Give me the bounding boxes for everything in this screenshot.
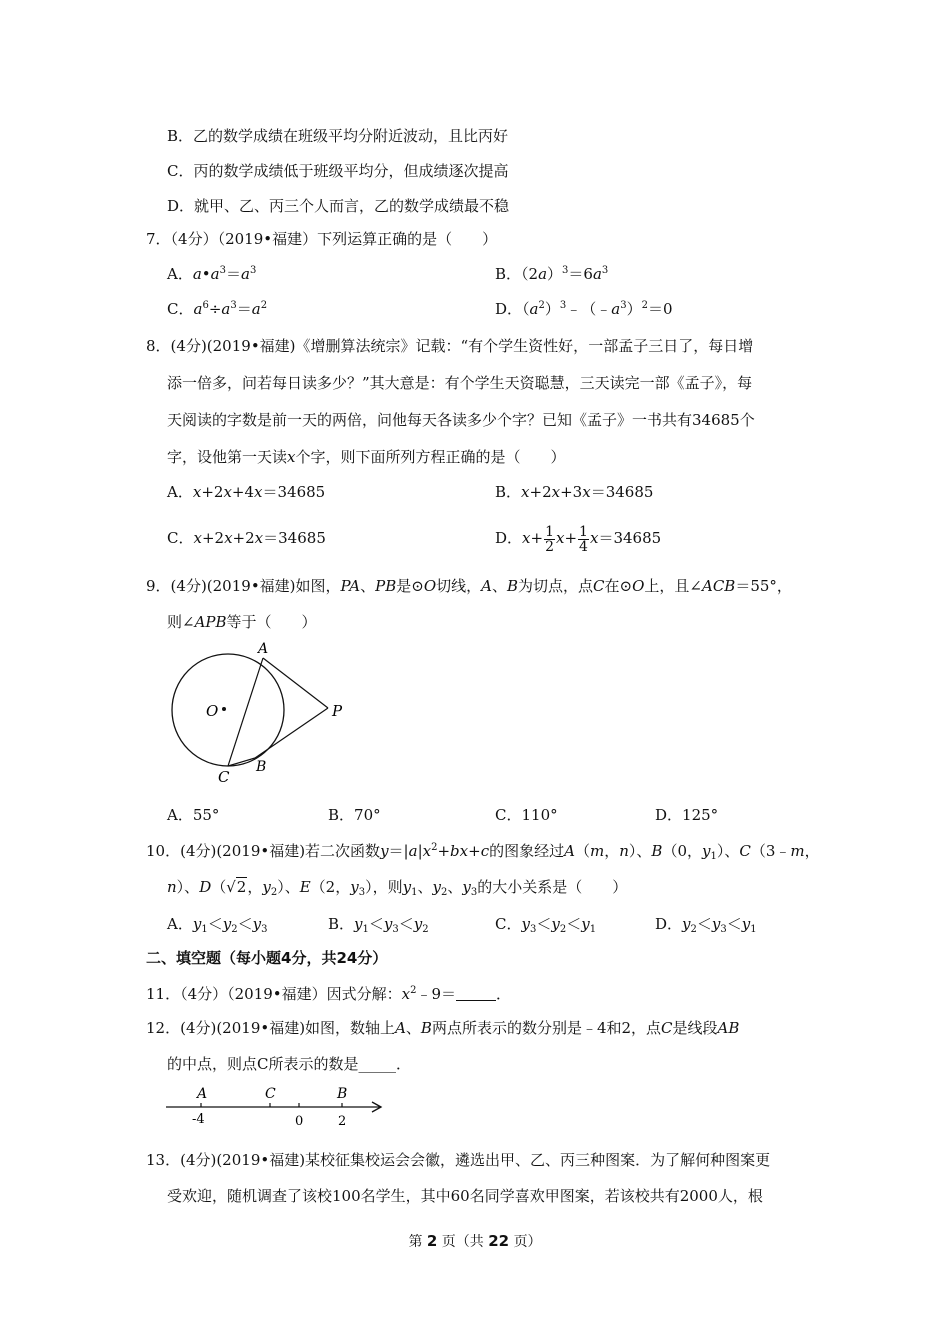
q10-option-b-label: B． <box>328 915 355 933</box>
q7-stem: 7．（4分）（2019•福建）下列运算正确的是（ ） <box>146 230 498 248</box>
q7-option-d: D．$(a^2)^3﹣(﹣a^3)^2=0$ <box>495 300 673 318</box>
nl-label-a: A <box>197 1086 208 1102</box>
q10-option-a-label: A． <box>167 915 193 933</box>
q10-option-c-label: C． <box>495 915 522 933</box>
q6-option-b: B．乙的数学成绩在班级平均分附近波动，且比丙好 <box>167 127 509 145</box>
q13-line-1: 13．(4分)(2019•福建)某校征集校运会会徽，遴选出甲、乙、丙三种图案．为了解何种图案更 <box>146 1151 771 1169</box>
nl-tick-label-2: 2 <box>338 1114 347 1129</box>
q8-option-b: B．x+2x+3x＝34685 <box>495 483 654 501</box>
q8-line-1: 8．(4分)(2019•福建)《增删算法统宗》记载：“有个学生资性好，一部孟子三日了，每日增 <box>146 337 754 355</box>
q6-option-c: C．丙的数学成绩低于班级平均分，但成绩逐次提高 <box>167 162 509 180</box>
q10-line-2: n）、D（√2，$y_2$）、E（2，$y_3$），则$y_1$、$y_2$、$y_3$的大小关系是（ ） <box>167 878 628 898</box>
nl-label-b: B <box>337 1086 348 1102</box>
section-2-heading: 二、填空题（每小题4分，共24分） <box>146 949 388 967</box>
q10-line-1: 10．(4分)(2019•福建)若二次函数$y=|a|x^2+bx+c$的图象经过A（m，n）、B（0，$y_1$）、C（3﹣m， <box>146 842 820 862</box>
center-o-dot <box>222 707 226 711</box>
q10-option-c: C．$y_3<y_2<y_1$ <box>495 915 597 935</box>
nl-tick-label-0: 0 <box>295 1114 304 1129</box>
q8-line-3: 天阅读的字数是前一天的两倍，问他每天各读多少个字？已知《孟子》一书共有34685个 <box>167 411 755 429</box>
tangent-pa <box>263 658 328 708</box>
tangent-pb <box>255 708 328 758</box>
q10-option-d: D．$y_2<y_3<y_1$ <box>655 915 757 935</box>
q8-line-4-b: 个字，则下面所列方程正确的是（ ） <box>295 448 566 466</box>
q8-option-a: A．x+2x+4x＝34685 <box>167 483 326 501</box>
q7-option-b: B．$(2a)^3=6a^3$ <box>495 265 609 283</box>
q6-option-d: D．就甲、乙、丙三个人而言，乙的数学成绩最不稳 <box>167 197 510 215</box>
footer-total-pages: 22 <box>488 1232 510 1250</box>
q8-option-c: C．x+2x+2x＝34685 <box>167 529 326 547</box>
nl-tick-label-neg4: -4 <box>192 1112 205 1127</box>
q10-option-d-label: D． <box>655 915 683 933</box>
nl-label-c: C <box>265 1086 276 1102</box>
q10-option-a: A．$y_1<y_2<y_3$ <box>167 915 268 935</box>
q11-stem: 11．（4分）（2019•福建）因式分解：$x^2﹣9=$ ． <box>146 985 512 1003</box>
page-footer <box>0 1231 950 1251</box>
q8-line-4: 字，设他第一天读x个字，则下面所列方程正确的是（ ） <box>167 448 566 466</box>
label-c: C <box>218 768 230 786</box>
number-line-figure <box>160 1080 390 1130</box>
q9-option-d: D．125° <box>655 806 719 824</box>
label-a: A <box>258 641 269 657</box>
q9-option-a: A．55° <box>167 806 220 824</box>
q12-line-2: 的中点，则点C所表示的数是_____． <box>167 1055 411 1073</box>
q9-circle-figure <box>160 638 360 788</box>
q9-line-1: 9．(4分)(2019•福建)如图，PA、PB是⊙O切线，A、B为切点，点C在⊙O上，且∠ACB＝55°， <box>146 577 792 595</box>
label-o: O <box>206 702 219 720</box>
q9-option-b: B．70° <box>328 806 381 824</box>
footer-middle: 页（共 <box>441 1234 484 1250</box>
label-p: P <box>332 702 343 720</box>
q9-line-2: 则∠APB等于（ ） <box>167 613 317 631</box>
q9-option-c: C．110° <box>495 806 558 824</box>
q7-option-c: C．$a^6\div a^3=a^2$ <box>167 300 268 318</box>
q8-line-2: 添一倍多，问若每日读多少？”其大意是：有个学生天资聪慧，三天读完一部《孟子》，每 <box>167 374 753 392</box>
q12-line-1: 12．(4分)(2019•福建)如图，数轴上A、B两点所表示的数分别是﹣4和2，点C是线段AB <box>146 1019 740 1037</box>
q7-option-a: A．$a•a^3=a^3$ <box>167 265 257 283</box>
q13-line-2: 受欢迎，随机调查了该校100名学生，其中60名同学喜欢甲图案，若该校共有2000人，根 <box>167 1187 763 1205</box>
footer-suffix: 页） <box>513 1234 542 1250</box>
footer-page-number: 2 <box>426 1232 438 1250</box>
q8-option-d: D．x+ $\frac{1}{2}$ x+ $\frac{1}{4}$ x＝34685 <box>495 523 662 555</box>
footer-prefix: 第 <box>408 1234 423 1250</box>
q8-line-4-a: 字，设他第一天读 <box>167 448 288 466</box>
q10-option-b: B．$y_1<y_3<y_2$ <box>328 915 429 935</box>
label-b: B <box>256 759 267 775</box>
chord-ac <box>228 658 263 766</box>
